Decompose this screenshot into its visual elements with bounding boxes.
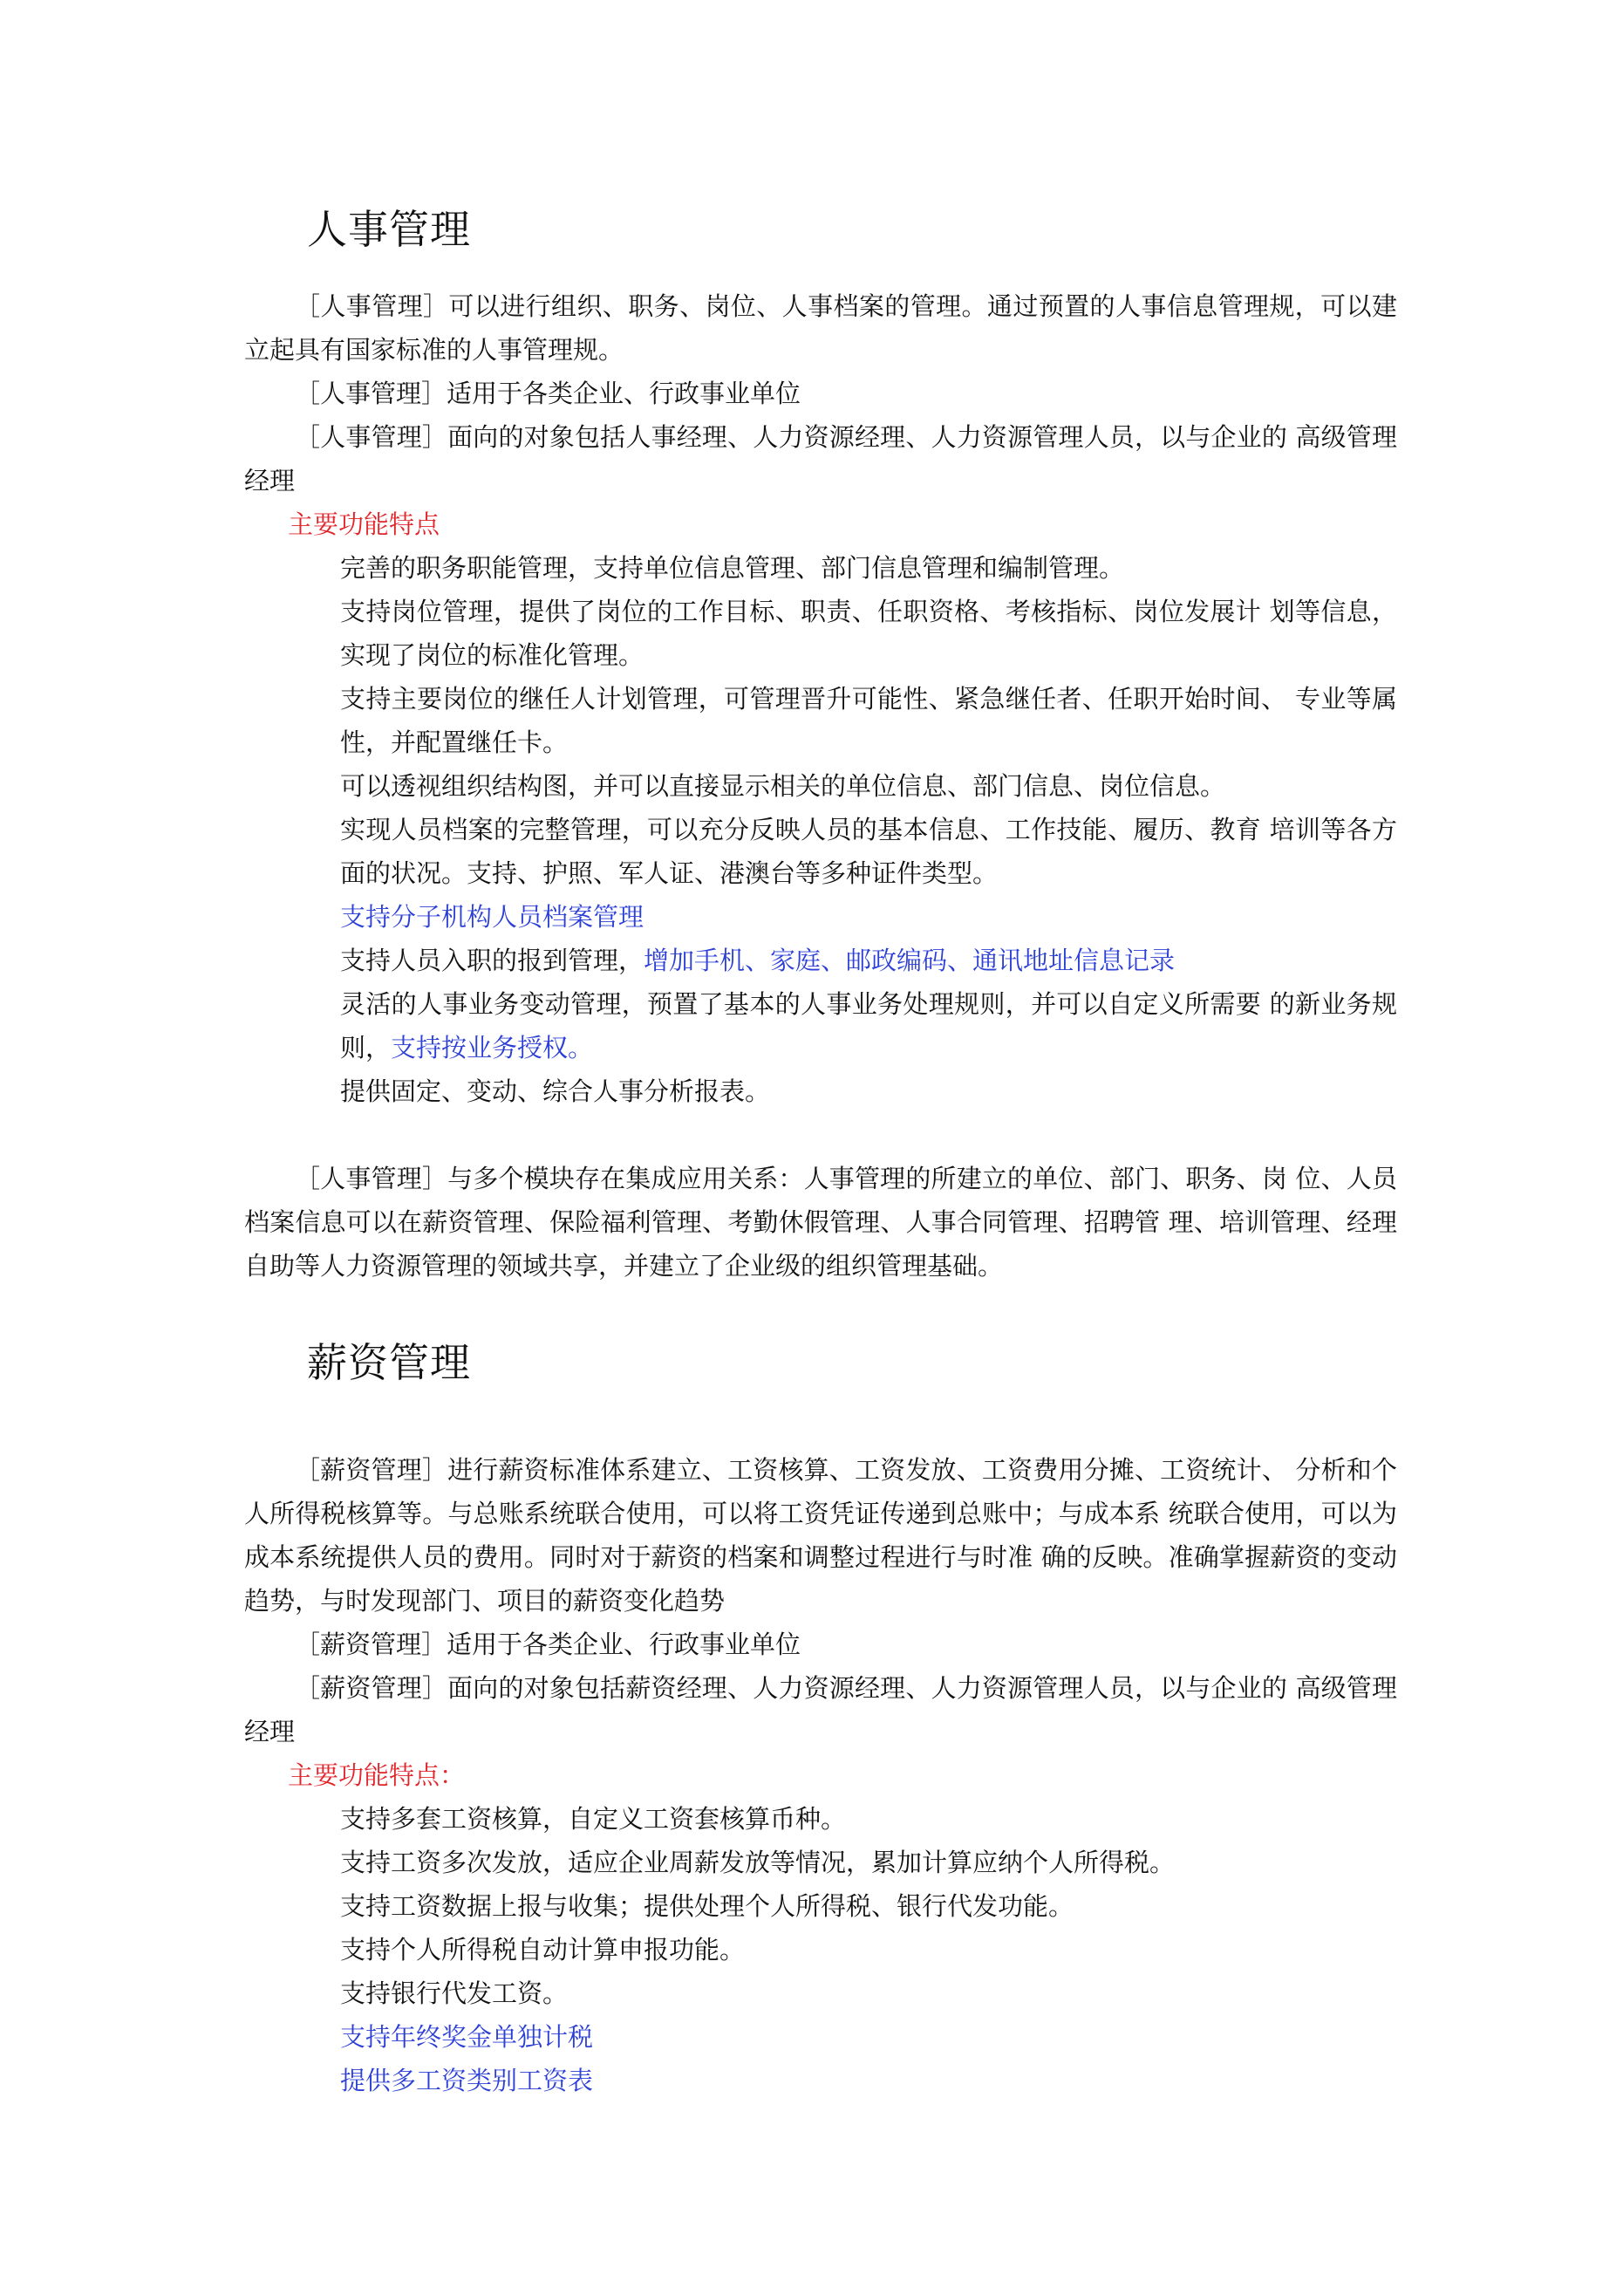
feature-item: 提供固定、变动、综合人事分析报表。 bbox=[340, 1076, 771, 1106]
feature-text: 灵活的人事业务变动管理，预置了基本的人事业务处理规则，并可以自定义所需要 的新业务规则， bbox=[340, 989, 1397, 1063]
paragraph: ［人事管理］适用于各类企业、行政事业单位 bbox=[295, 379, 801, 408]
features-heading: 主要功能特点 bbox=[288, 509, 440, 539]
feature-item: 支持工资数据上报与收集；提供处理个人所得税、银行代发功能。 bbox=[340, 1891, 1074, 1921]
feature-text-highlight: 支持按业务授权。 bbox=[391, 1033, 594, 1063]
feature-item: 实现人员档案的完整管理，可以充分反映人员的基本信息、工作技能、履历、教育 培训等各方面的状况。支持、护照、军人证、港澳台等多种证件类型。 bbox=[340, 815, 1397, 888]
features-heading: 主要功能特点： bbox=[288, 1760, 466, 1790]
feature-item-highlight: 支持分子机构人员档案管理 bbox=[340, 902, 644, 932]
paragraph: ［人事管理］可以进行组织、职务、岗位、人事档案的管理。通过预置的人事信息管理规，可以建立起具有国家标准的人事管理规。 bbox=[244, 291, 1397, 365]
feature-text-highlight: 增加手机、家庭、邮政编码、通讯地址信息记录 bbox=[644, 946, 1176, 975]
feature-item: 支持主要岗位的继任人计划管理，可管理晋升可能性、紧急继任者、任职开始时间、 专业等属性，并配置继任卡。 bbox=[340, 684, 1397, 757]
section-title-hr: 人事管理 bbox=[307, 206, 471, 253]
paragraph: ［薪资管理］适用于各类企业、行政事业单位 bbox=[295, 1630, 801, 1659]
section-title-payroll: 薪资管理 bbox=[307, 1339, 471, 1386]
paragraph: ［人事管理］与多个模块存在集成应用关系：人事管理的所建立的单位、部门、职务、岗 位、人员档案信息可以在薪资管理、保险福利管理、考勤休假管理、人事合同管理、招聘管 理、培训管理、经理自助等人力资源管理的领域共享，并建立了企业级的组织管理基础。 bbox=[244, 1164, 1397, 1281]
feature-item bbox=[340, 939, 1397, 982]
section-body-payroll bbox=[244, 1448, 1397, 2102]
paragraph: ［人事管理］面向的对象包括人事经理、人力资源经理、人力资源管理人员，以与企业的 高级管理经理 bbox=[244, 422, 1397, 495]
feature-item-highlight: 提供多工资类别工资表 bbox=[340, 2066, 594, 2095]
paragraph: ［薪资管理］进行薪资标准体系建立、工资核算、工资发放、工资费用分摊、工资统计、 分析和个人所得税核算等。与总账系统联合使用，可以将工资凭证传递到总账中；与成本系 统联合使用，可以为成本系统提供人员的费用。同时对于薪资的档案和调整过程进行与时准 确的反映。准确掌握薪资的变动趋势，与时发现部门、项目的薪资变化趋势 bbox=[244, 1455, 1397, 1616]
feature-item: 支持多套工资核算，自定义工资套核算币种。 bbox=[340, 1804, 847, 1834]
feature-item: 完善的职务职能管理，支持单位信息管理、部门信息管理和编制管理。 bbox=[340, 553, 1125, 583]
section-body-hr bbox=[244, 284, 1397, 1288]
feature-item: 支持工资多次发放，适应企业周薪发放等情况，累加计算应纳个人所得税。 bbox=[340, 1848, 1176, 1877]
feature-item: 支持岗位管理，提供了岗位的工作目标、职责、任职资格、考核指标、岗位发展计 划等信息，实现了岗位的标准化管理。 bbox=[340, 597, 1397, 670]
feature-text: 支持人员入职的报到管理， bbox=[340, 946, 644, 975]
feature-item: 支持个人所得税自动计算申报功能。 bbox=[340, 1935, 746, 1965]
feature-item-highlight: 支持年终奖金单独计税 bbox=[340, 2022, 594, 2052]
spacer bbox=[244, 1113, 1397, 1157]
paragraph: ［薪资管理］面向的对象包括薪资经理、人力资源经理、人力资源管理人员，以与企业的 高级管理经理 bbox=[244, 1673, 1397, 1746]
feature-item: 可以透视组织结构图，并可以直接显示相关的单位信息、部门信息、岗位信息。 bbox=[340, 771, 1226, 801]
feature-item bbox=[340, 982, 1397, 1069]
feature-item: 支持银行代发工资。 bbox=[340, 1978, 569, 2008]
